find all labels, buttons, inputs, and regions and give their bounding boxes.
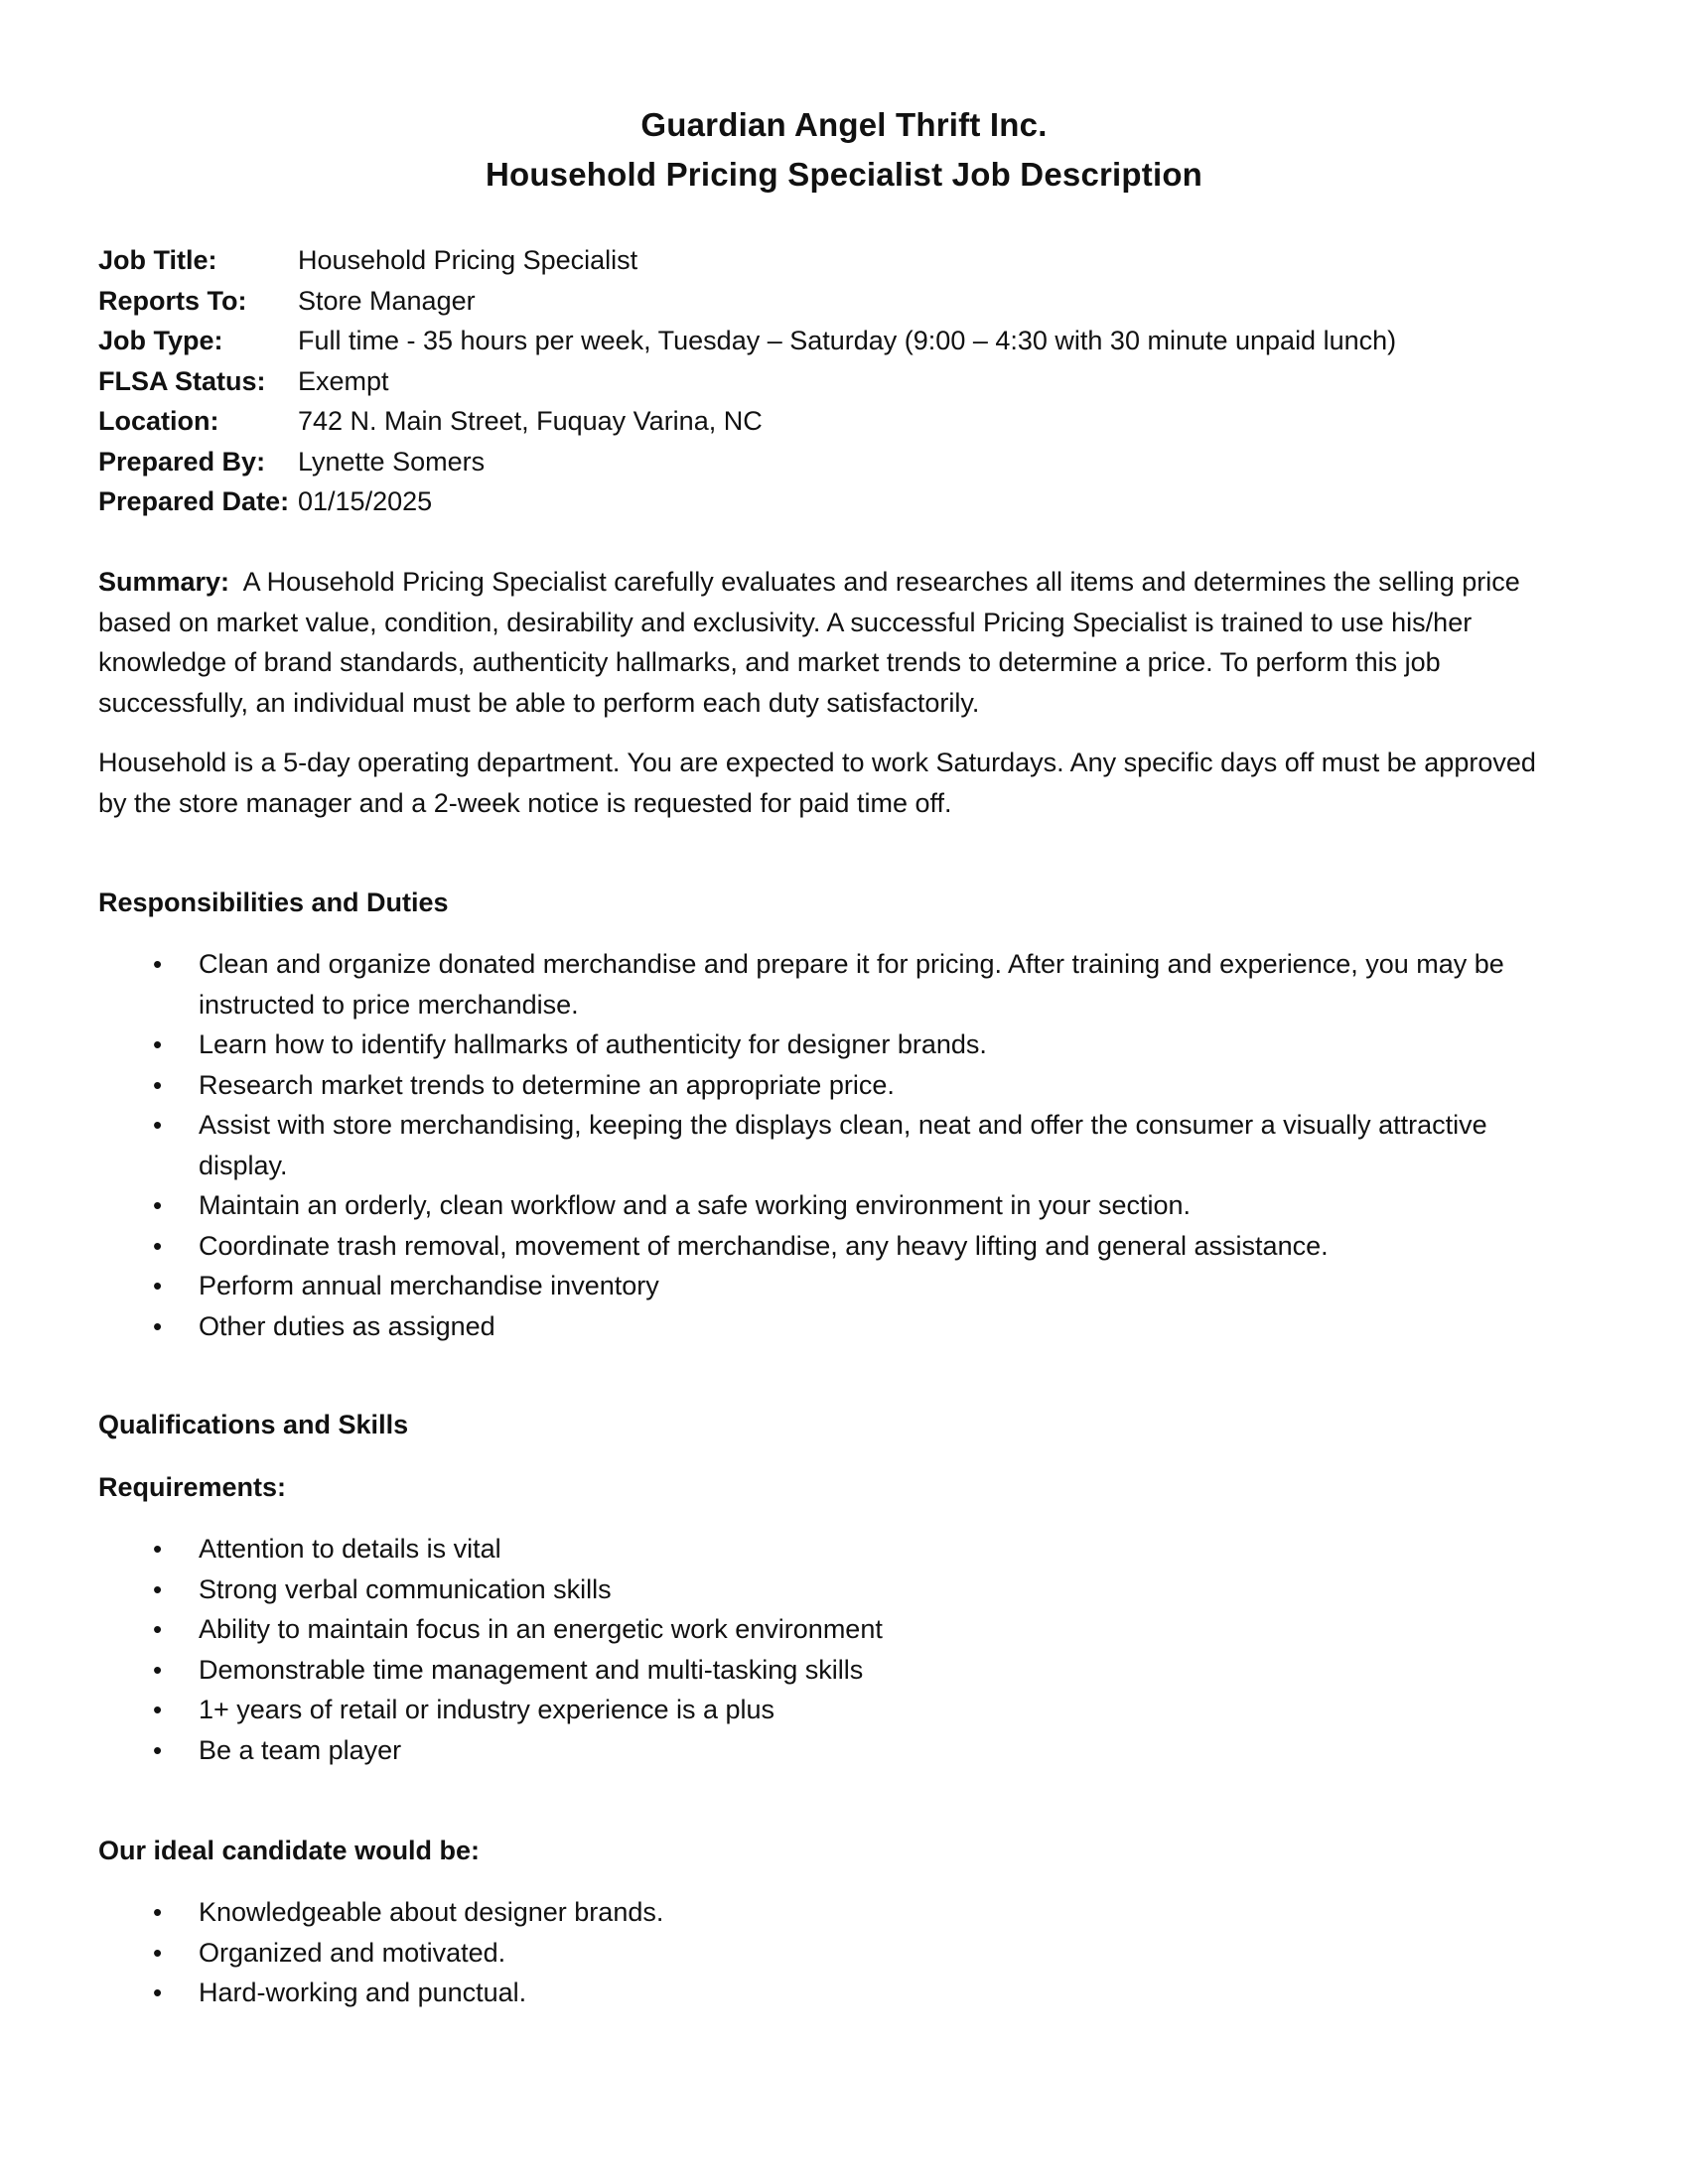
meta-value: Full time - 35 hours per week, Tuesday – Saturday (9:00 – 4:30 with 30 minute unpaid lunch)	[298, 326, 1397, 355]
summary-text: A Household Pricing Specialist carefully evaluates and researches all items and determines the selling price based on market value, condition, desirability and exclusivity. A successful Pricing Specialist is trained to use his/her knowledge of brand standards, authenticity hallmarks, and market trends to determine a price. To perform this job successfully, an individual must be able to perform each duty satisfactorily.	[98, 567, 1520, 718]
list-item-text: Ability to maintain focus in an energetic work environment	[199, 1614, 883, 1644]
meta-row-job-type	[98, 323, 1396, 363]
bullet-icon: •	[153, 1614, 163, 1644]
list-item	[98, 1933, 1578, 1974]
list-item-text: Be a team player	[199, 1734, 402, 1765]
meta-label: Prepared Date:	[98, 486, 290, 516]
bullet-icon: •	[153, 1230, 163, 1261]
qualifications-heading: Qualifications and Skills	[98, 1410, 409, 1439]
job-meta-table	[98, 242, 1396, 524]
list-item	[98, 944, 1578, 1024]
meta-label: Reports To:	[98, 285, 247, 316]
list-item	[98, 1570, 1578, 1610]
list-item-text: Maintain an orderly, clean workflow and a safe working environment in your section.	[199, 1190, 1191, 1220]
list-item	[98, 1306, 1578, 1347]
bullet-icon: •	[153, 1978, 163, 2007]
bullet-icon: •	[153, 1310, 163, 1341]
bullet-icon: •	[153, 1271, 163, 1300]
bullet-icon: •	[153, 1029, 163, 1059]
list-item	[98, 1065, 1578, 1106]
summary-paragraph	[98, 562, 1568, 723]
responsibilities-heading: Responsibilities and Duties	[98, 887, 449, 917]
list-item-text: Organized and motivated.	[199, 1937, 506, 1968]
meta-row-job-title	[98, 242, 1396, 283]
list-item	[98, 1105, 1578, 1185]
ideal-candidate-list	[98, 1892, 1578, 2013]
meta-label: Job Type:	[98, 326, 223, 355]
meta-row-prepared-by	[98, 444, 1396, 484]
responsibilities-list	[98, 944, 1578, 1346]
document-title: Household Pricing Specialist Job Description	[485, 156, 1203, 193]
bullet-icon: •	[153, 1695, 163, 1724]
list-item-text: 1+ years of retail or industry experience is a plus	[199, 1695, 775, 1724]
requirements-list	[98, 1529, 1578, 1770]
list-item	[98, 1266, 1578, 1306]
bullet-icon: •	[153, 1110, 163, 1140]
bullet-icon: •	[153, 1190, 163, 1220]
bullet-icon: •	[153, 1897, 163, 1927]
meta-value: 01/15/2025	[298, 486, 433, 516]
list-item	[98, 1024, 1578, 1065]
list-item	[98, 1892, 1578, 1933]
meta-value: Store Manager	[298, 285, 476, 316]
list-item-text: Strong verbal communication skills	[199, 1573, 612, 1604]
list-item-text: Coordinate trash removal, movement of merchandise, any heavy lifting and general assistance.	[199, 1230, 1329, 1261]
list-item-text: Research market trends to determine an appropriate price.	[199, 1069, 895, 1100]
bullet-icon: •	[153, 1734, 163, 1765]
list-item	[98, 1226, 1578, 1267]
meta-value: Household Pricing Specialist	[298, 245, 638, 275]
list-item-text: Learn how to identify hallmarks of authenticity for designer brands.	[199, 1029, 987, 1059]
list-item-text: Attention to details is vital	[199, 1534, 501, 1564]
meta-value: Lynette Somers	[298, 446, 486, 477]
list-item	[98, 1185, 1578, 1226]
bullet-icon: •	[153, 1937, 163, 1968]
summary-label: Summary:	[98, 567, 230, 597]
list-item	[98, 1609, 1578, 1650]
list-item-text: Demonstrable time management and multi-tasking skills	[199, 1654, 864, 1685]
meta-value: 742 N. Main Street, Fuquay Varina, NC	[298, 406, 763, 436]
bullet-icon: •	[153, 949, 163, 979]
meta-row-location	[98, 403, 1396, 444]
list-item-text: Clean and organize donated merchandise and prepare it for pricing. After training and experience, you may be instructed to price merchandise.	[199, 949, 1504, 1020]
bullet-icon: •	[153, 1069, 163, 1100]
bullet-icon: •	[153, 1654, 163, 1685]
meta-row-flsa-status	[98, 363, 1396, 404]
meta-label: Location:	[98, 406, 219, 436]
household-paragraph: Household is a 5-day operating department. You are expected to work Saturdays. Any specific days off must be approved by the store manager and a 2-week notice is requested for paid time off.	[98, 748, 1536, 818]
bullet-icon: •	[153, 1573, 163, 1604]
bullet-icon: •	[153, 1534, 163, 1564]
meta-label: Job Title:	[98, 245, 217, 275]
list-item	[98, 1529, 1578, 1570]
requirements-heading: Requirements:	[98, 1472, 287, 1502]
list-item-text: Perform annual merchandise inventory	[199, 1271, 659, 1300]
meta-value: Exempt	[298, 365, 389, 396]
meta-row-prepared-date	[98, 483, 1396, 524]
company-name: Guardian Angel Thrift Inc.	[640, 106, 1048, 143]
ideal-candidate-heading: Our ideal candidate would be:	[98, 1836, 481, 1865]
list-item-text: Other duties as assigned	[199, 1310, 495, 1341]
list-item	[98, 1973, 1578, 2013]
list-item-text: Assist with store merchandising, keeping the displays clean, neat and offer the consumer a visually attractive display.	[199, 1110, 1487, 1180]
list-item-text: Knowledgeable about designer brands.	[199, 1897, 664, 1927]
list-item	[98, 1730, 1578, 1771]
meta-row-reports-to	[98, 283, 1396, 324]
list-item	[98, 1650, 1578, 1691]
list-item-text: Hard-working and punctual.	[199, 1978, 527, 2007]
meta-label: FLSA Status:	[98, 365, 266, 396]
list-item	[98, 1690, 1578, 1730]
meta-label: Prepared By:	[98, 446, 266, 477]
